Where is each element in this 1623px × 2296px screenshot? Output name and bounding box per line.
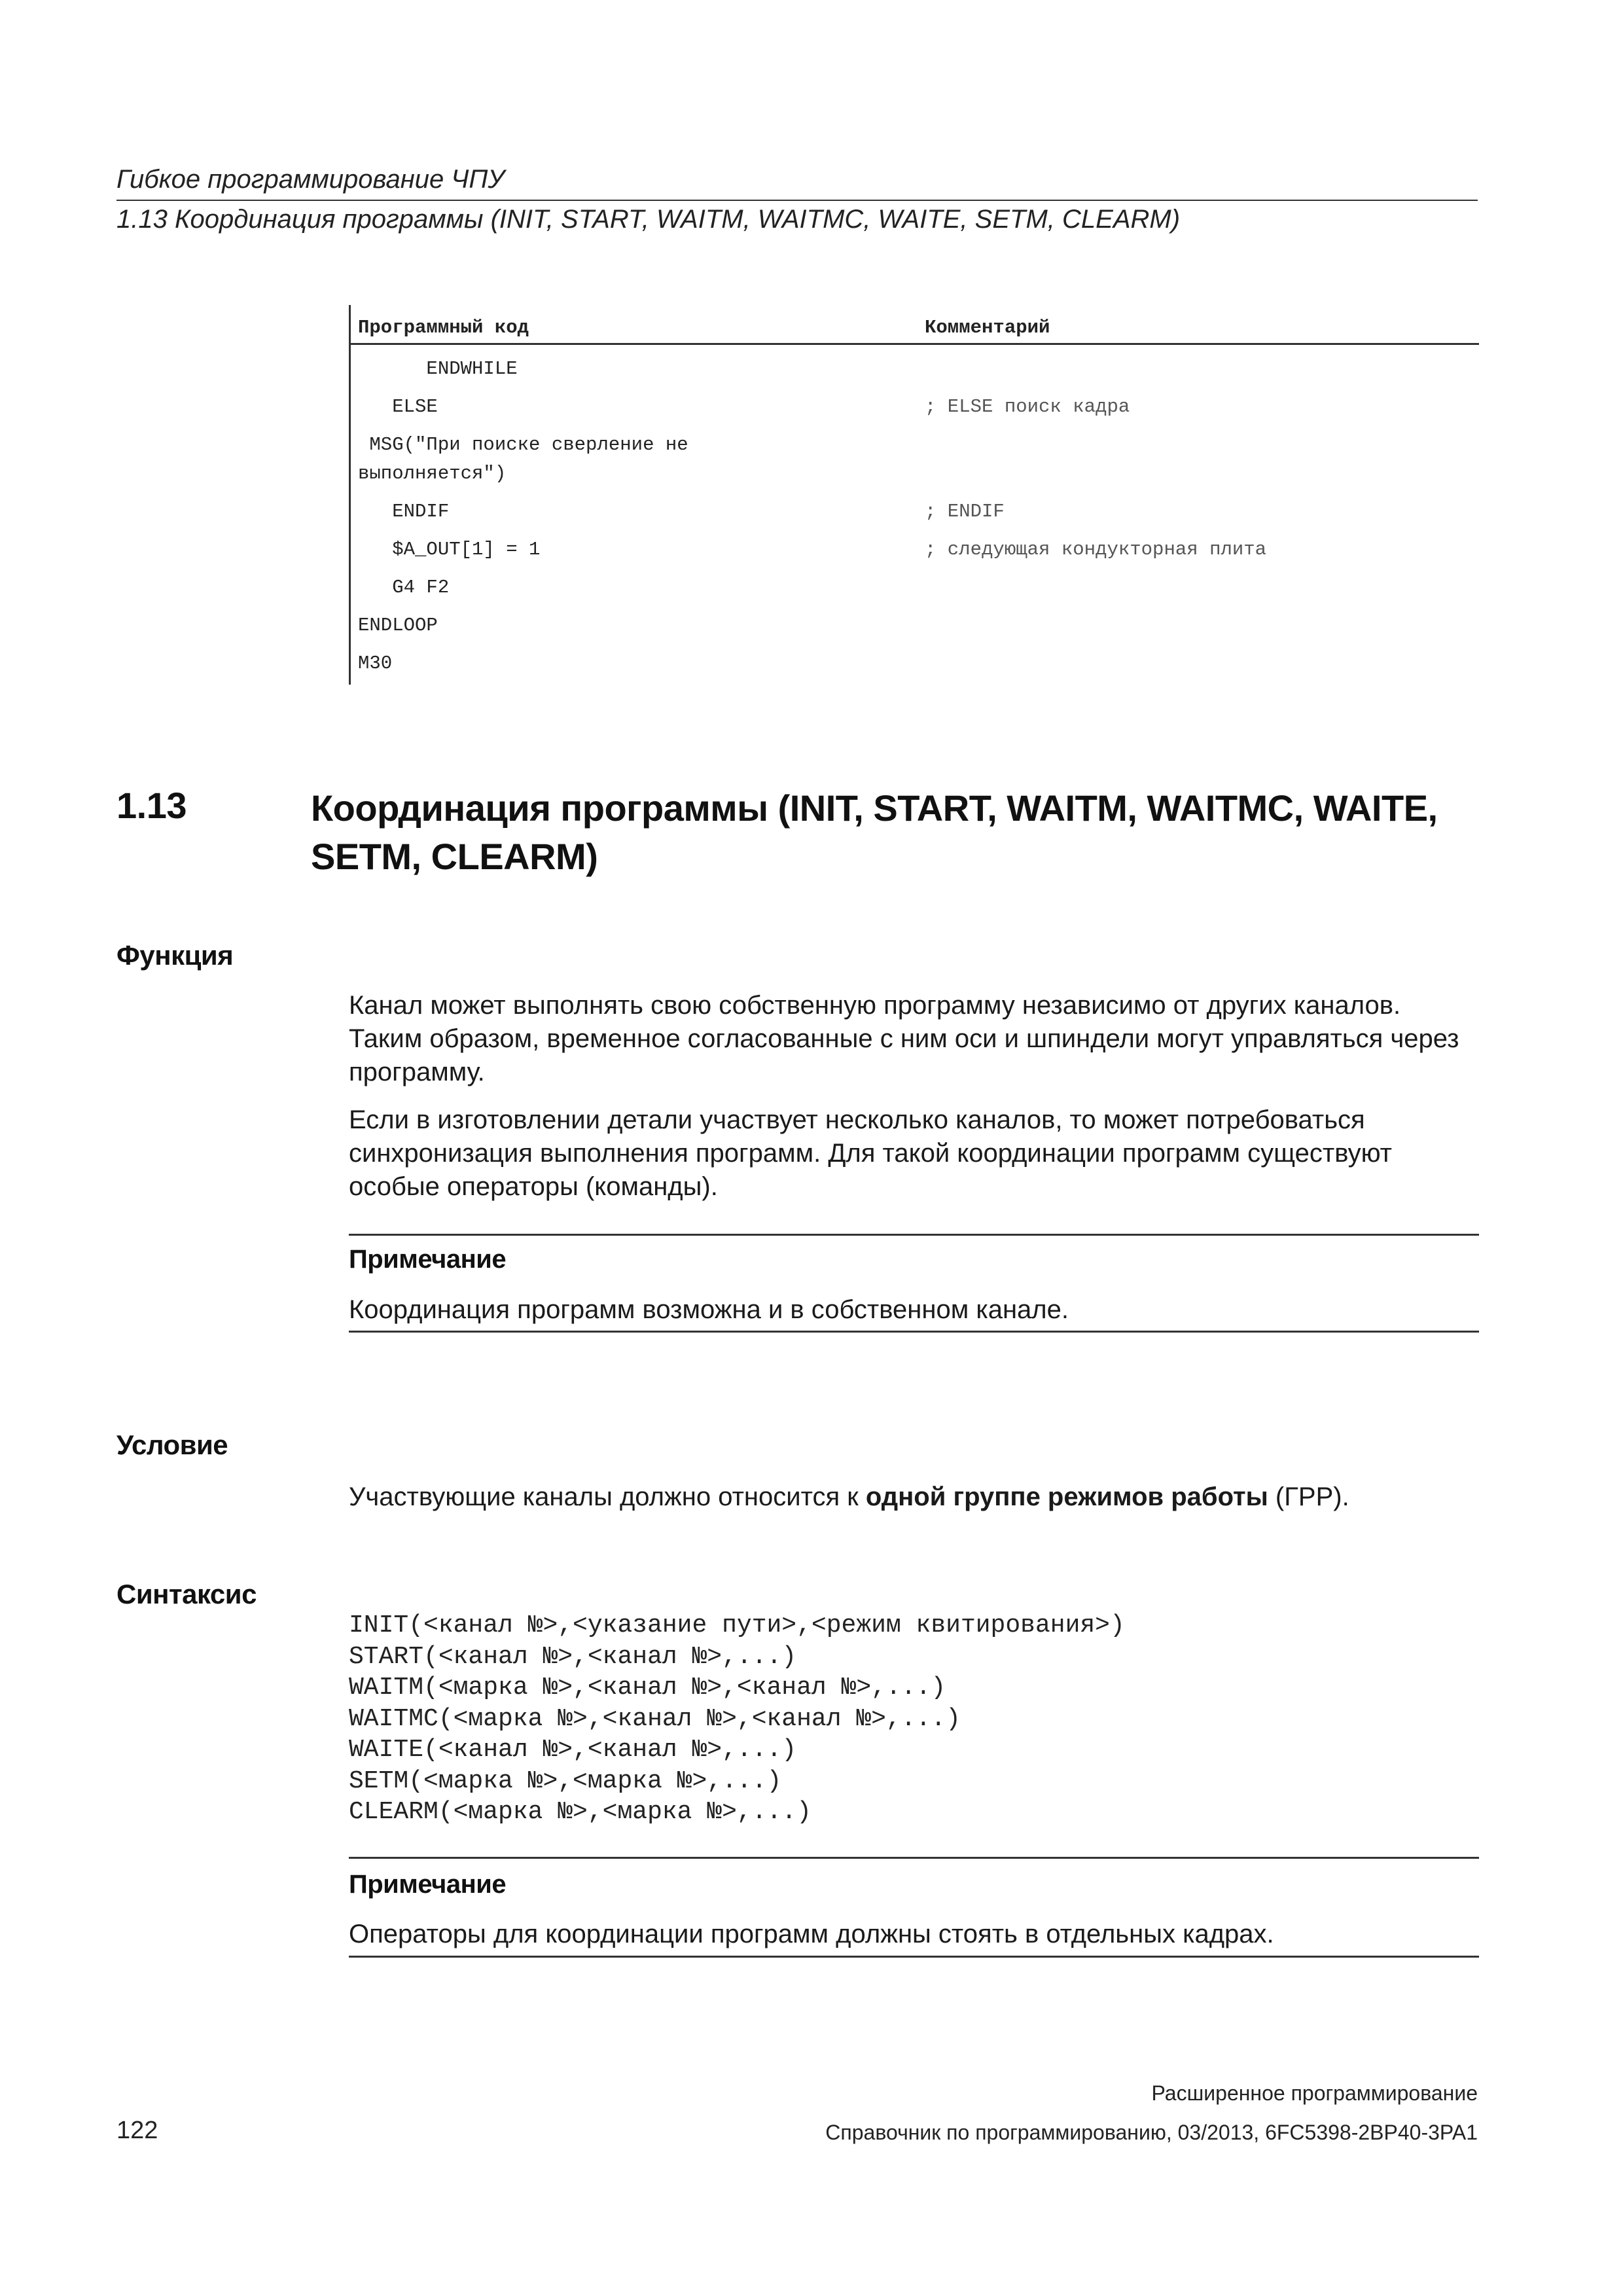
comment-column-header: Комментарий <box>925 317 1050 338</box>
syntax-line: SETM(<марка №>,<марка №>,...) <box>349 1767 782 1795</box>
function-heading: Функция <box>116 940 234 971</box>
code-line: MSG("При поиске сверление не выполняется") <box>358 434 688 484</box>
note-top-rule <box>349 1857 1479 1859</box>
code-column-header: Программный код <box>358 317 529 338</box>
code-comment: ; следующая кондукторная плита <box>925 539 1267 560</box>
syntax-line: INIT(<канал №>,<указание пути>,<режим квитирования>) <box>349 1611 1125 1640</box>
code-line: ELSE <box>358 396 438 418</box>
condition-text-start: Участвующие каналы должно относится к <box>349 1482 866 1511</box>
syntax-line: WAITM(<марка №>,<канал №>,<канал №>,...) <box>349 1674 946 1702</box>
running-header-section: 1.13 Координация программы (INIT, START, WAITM, WAITMC, WAITE, SETM, CLEARM) <box>116 205 1181 234</box>
syntax-line: START(<канал №>,<канал №>,...) <box>349 1642 797 1671</box>
note-title: Примечание <box>349 1870 507 1899</box>
code-table-header-rule <box>349 343 1479 345</box>
code-table <box>349 305 1479 685</box>
section-title: Координация программы (INIT, START, WAITM, WAITMC, WAITE, SETM, CLEARM) <box>311 787 1438 877</box>
condition-text-end: (ГРР). <box>1268 1482 1349 1511</box>
code-comment: ; ELSE поиск кадра <box>925 396 1130 418</box>
syntax-line: CLEARM(<марка №>,<марка №>,...) <box>349 1798 812 1826</box>
footer-book-info: Справочник по программированию, 03/2013, 6FC5398-2BP40-3PA1 <box>825 2121 1478 2144</box>
note-text: Операторы для координации программ должны стоять в отдельных кадрах. <box>349 1920 1274 1948</box>
condition-text-emphasis: одной группе режимов работы <box>865 1482 1268 1511</box>
footer-book-title: Расширенное программирование <box>1151 2081 1478 2105</box>
code-line: ENDLOOP <box>358 615 438 636</box>
syntax-line: WAITMC(<марка №>,<канал №>,<канал №>,...) <box>349 1704 961 1733</box>
function-paragraph-1: Канал может выполнять свою собственную программу независимо от других каналов. Таким образом, временное согласованные с ним оси и шпиндели могут управляться через программу. <box>349 991 1459 1086</box>
code-line: M30 <box>358 653 393 674</box>
note-top-rule <box>349 1234 1479 1236</box>
code-line: G4 F2 <box>358 577 450 598</box>
note-bottom-rule <box>349 1331 1479 1333</box>
section-number: 1.13 <box>116 785 187 826</box>
function-paragraph-2: Если в изготовлении детали участвует несколько каналов, то может потребоваться синхронизация выполнения программ. Для такой координации программ существуют особые операторы (команды). <box>349 1105 1393 1201</box>
note-text: Координация программ возможна и в собственном канале. <box>349 1295 1069 1324</box>
code-comment: ; ENDIF <box>925 501 1005 522</box>
syntax-line: WAITE(<канал №>,<канал №>,...) <box>349 1736 797 1764</box>
page-number: 122 <box>116 2117 158 2144</box>
code-line: $A_OUT[1] = 1 <box>358 539 541 560</box>
condition-text <box>349 1480 1479 1514</box>
running-header-title: Гибкое программирование ЧПУ <box>116 165 505 194</box>
syntax-heading: Синтаксис <box>116 1579 257 1609</box>
condition-heading: Условие <box>116 1429 228 1460</box>
note-title: Примечание <box>349 1245 507 1274</box>
code-line: ENDIF <box>358 501 450 522</box>
header-rule <box>116 200 1478 201</box>
code-table-left-rule <box>349 305 351 685</box>
code-line: ENDWHILE <box>358 358 518 380</box>
note-bottom-rule <box>349 1956 1479 1958</box>
